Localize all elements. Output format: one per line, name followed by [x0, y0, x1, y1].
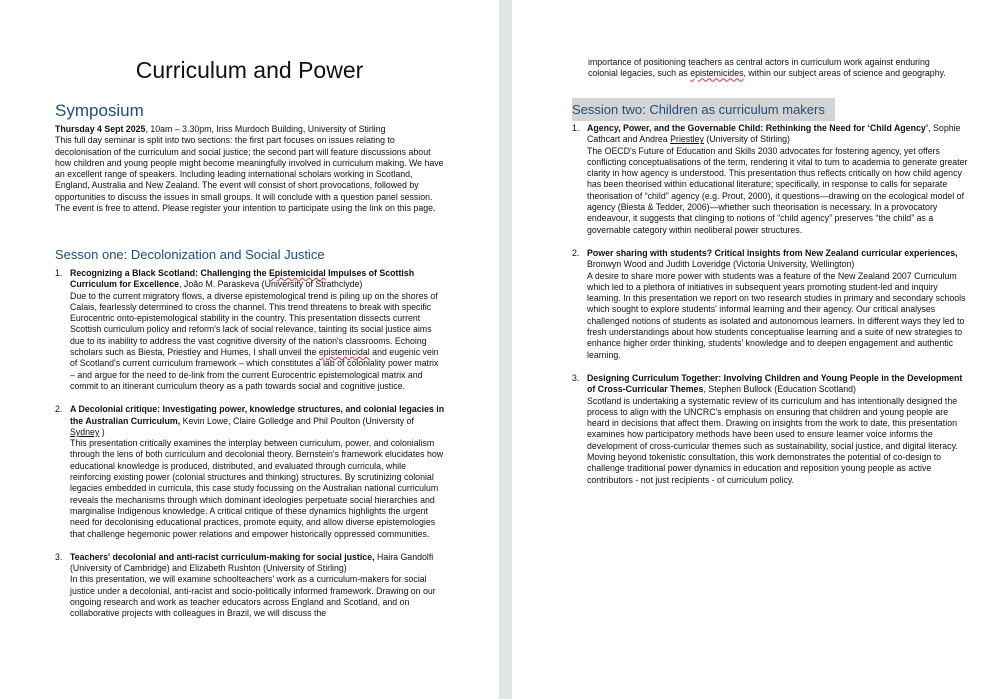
event-date: Thursday 4 Sept 2025 — [55, 124, 146, 134]
talk-title: Power sharing with students? Critical insights from New Zealand curricular experiences, — [587, 247, 958, 258]
talk-abstract: The OECD's Future of Education and Skills 2030 advocates for fostering agency, yet offers conflicting conceptualisations of the term, rendering it vital to turn to academia to generate greater clarity in how agency is understood. This presentation thus reflects critically on how child agency has been theorised within educational literature; specifically, in response to calls for separate theorisation of “child” agency (e.g. Prout, 2000), it questions—drawing on the ecological model of agency (Biesta & Tedder, 2006)—whether such theorisation is necessary. In a provocatory endeavour, it suggests that clinging to notions of “child agency” preserves “the child” as a governable category within neoliberal power structures. — [587, 145, 968, 235]
talk-abstract: A desire to share more power with students was a feature of the New Zealand 2007 Curriculum which led to a plethora of initiatives in subsequent years promoting student-led and inquiry learning. In this presentation we report on two research studies in primary and secondary schools which sought to explore students' informal learning and their agency. Our critical analyses challenged notions of students as isolated and autonomous learners. In different ways they led to fresh understandings about how students conceptualise learning and a suite of new strategies to enhance higher order thinking, students' knowledge and to deepen engagement and authentic learning. — [587, 270, 966, 360]
talk-title: A Decolonial critique: Investigating power, knowledge structures, and colonial legacies in the Australian Curriculum, — [70, 404, 445, 426]
talk-number: 1. — [572, 123, 580, 133]
page-gutter — [499, 0, 512, 699]
selected-heading-text[interactable]: Session two: Children as curriculum makers — [572, 98, 835, 121]
spellcheck-word: epistemicidal — [318, 347, 370, 358]
talk-number: 2. — [55, 404, 63, 415]
talk-abstract: Due to the current migratory flows, a diverse epistemological trend is piling up on the shores of Calais, fearlessly determined to cross the channel. This trend threatens to break with specific Eurocentric onto-epistemological stability in the country. This presentation dissects current Scottish curriculum policy and reform's lack of social relevance, tainting its social justice aims due to its inability to address the vast cognitive diversity of the nation's classrooms. Echoing scholars such as Biesta, Priestley and Humes, I shall unveil the epistemicidal and eugenic vein of Scotland's current curriculum framework – which constitutes a lab of coloniality power matrix – and argue for the need to de-link from the current Eurocentric epistemological matrix and commit to an itinerant curriculum theory as a path towards social and cognitive justice. — [70, 290, 439, 391]
talk-authors: , Stephen Bullock (Education Scotland) — [703, 384, 856, 395]
session-two-heading — [572, 102, 972, 117]
talk-authors: Kevin Lowe, Claire Golledge and Phil Poulton (University of Sydney ) — [70, 415, 414, 437]
talk-authors: Haira Gandolfi (University of Cambridge) and Elizabeth Rushton (University of Stirling) — [70, 551, 434, 574]
intro-text: This full day seminar is split into two sections: the first part focuses on issues relating to decolonisation of the curriculum and social justice; the second part will feature discussions about how children and young people might become meaningfully involved in curriculum making. We have an excellent range of speakers. Including leading international scholars working in Scotland, England, Australia and New Zealand. The event will consist of short provocations, followed by opportunities to discuss the issues in small groups. It will conclude with a question panel session. The event is free to attend. Please register your intention to participate using the link on this page. — [55, 135, 444, 214]
session-one-talks — [55, 268, 445, 620]
session-one-section — [55, 247, 445, 620]
talk-title: Teachers' decolonial and anti-racist curriculum-making for social justice, — [70, 551, 375, 562]
underlined-word: Priestley — [670, 134, 704, 145]
talk-item — [572, 248, 972, 361]
talk-abstract: In this presentation, we will examine schoolteachers' work as a curriculum-makers for social justice under a decolonial, anti-racist and socio-politically informed framework. Drawing on our ongoing research and work as teacher educators across England and Scotland, and on collaborative projects with colleagues in Brazil, we will discuss the — [70, 574, 436, 619]
talk-item — [572, 373, 972, 486]
document-page-left — [0, 0, 499, 699]
talk-title: Recognizing a Black Scotland: Challenging the Epistemicidal Impulses of Scottish Curriculum for Excellence — [70, 268, 415, 290]
document-title: Curriculum and Power — [135, 57, 364, 83]
continued-paragraph: importance of positioning teachers as central actors in curriculum work against enduring colonial legacies, such as epistemicides, within our subject areas of science and geography. — [588, 57, 946, 79]
talk-number: 1. — [55, 268, 63, 278]
talk-title: Designing Curriculum Together: Involving Children and Young People in the Development of Cross-Curricular Themes — [587, 372, 963, 395]
document-page-right — [512, 0, 1000, 699]
talk-abstract: Scotland is undertaking a systematic review of its curriculum and has intentionally designed the process to align with the UNCRC's emphasis on ensuring that children and young people are heard in decisions that affect them. Drawing on insights from the work to date, this presentation examines how participatory methods have been used to ensure learner voice informs the development of cross-curricular themes such as sustainability, social justice, and digital literacy. Moving beyond tokenistic consultation, this work demonstrates the potential of co-design to challenge traditional power dynamics in education and reposition young people as active contributors - not just recipients - of curriculum policy. — [587, 395, 958, 485]
session-one-heading: Sesson one: Decolonization and Social Justice — [55, 247, 325, 262]
session-two-talks — [572, 123, 972, 486]
talk-number: 2. — [572, 247, 580, 258]
intro-paragraph — [55, 124, 445, 214]
talk-authors: , João M. Paraskeva (University of Strathclyde) — [179, 279, 363, 290]
talk-title: Agency, Power, and the Governable Child: Rethinking the Need for ‘Child Agency’ — [587, 123, 929, 133]
underlined-word: Sydney — [70, 426, 100, 437]
talk-number: 3. — [572, 372, 580, 383]
spellcheck-word: Epistemicidal — [268, 268, 326, 278]
talk-item — [55, 268, 445, 392]
talk-number: 3. — [55, 551, 63, 562]
spellcheck-word: epistemicides — [690, 68, 744, 79]
talk-authors: Bronwyn Wood and Judith Loveridge (Victoria University, Wellington) — [587, 259, 855, 270]
talk-authors: , Sophie Cathcart and Andrea Priestley (University of Stirling) — [587, 123, 961, 145]
session-two-section — [572, 102, 972, 486]
talk-item — [55, 404, 445, 540]
symposium-heading: Symposium — [55, 101, 144, 120]
talk-item — [55, 552, 445, 620]
talk-abstract: This presentation critically examines the interplay between curriculum, power, and colonialism through the lens of both curriculum and decolonial theory. Bernstein's framework elucidates how educational knowledge is produced, distributed, and evaluated through curricula, while reinforcing existing power (colonial structures and thinking) structures. By scrutinizing colonial legacies embedded in curricula, this case study focussing on the Australian national curriculum reveals the mechanisms through which dominant ideologies perpetuate social hierarchies and marginalise Indigenous knowledge. A critical critique of these dynamics highlights the urgent need for decolonising educational practices, promote equity, and allow diverse epistemologies that challenge hegemonic power relations and empower historically oppressed communities. — [70, 438, 444, 539]
symposium-section — [55, 101, 445, 214]
talk-item — [572, 123, 972, 236]
event-details: , 10am – 3.30pm, Iriss Murdoch Building, University of Stirling — [145, 124, 386, 134]
